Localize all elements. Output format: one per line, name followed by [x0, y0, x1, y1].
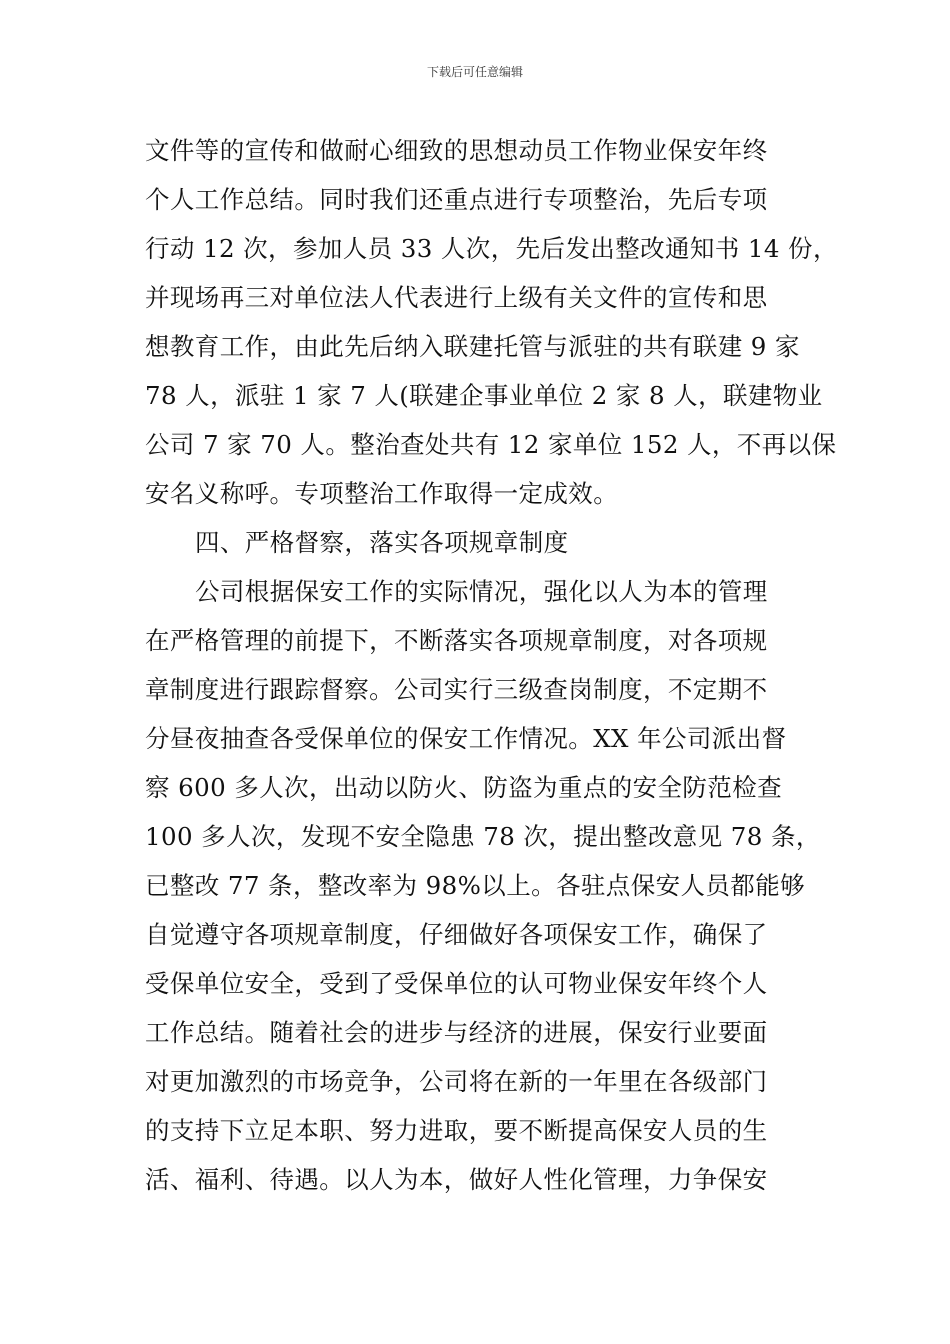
text-line: 行动 12 次，参加人员 33 人次，先后发出整改通知书 14 份，: [145, 234, 838, 263]
section-heading: 四、严格督察，落实各项规章制度: [195, 528, 569, 557]
text-line: 活、福利、待遇。以人为本，做好人性化管理，力争保安: [145, 1165, 768, 1194]
paragraph-first-line: 公司根据保安工作的实际情况，强化以人为本的管理: [195, 577, 768, 606]
text-line: 并现场再三对单位法人代表进行上级有关文件的宣传和思: [145, 283, 768, 312]
text-line: 章制度进行跟踪督察。公司实行三级查岗制度，不定期不: [145, 675, 768, 704]
text-line: 自觉遵守各项规章制度，仔细做好各项保安工作，确保了: [145, 920, 768, 949]
document-body: [145, 126, 838, 1204]
text-line: 分昼夜抽查各受保单位的保安工作情况。XX 年公司派出督: [145, 724, 787, 753]
text-line: 安名义称呼。专项整治工作取得一定成效。: [145, 479, 619, 508]
text-line: 已整改 77 条，整改率为 98%以上。各驻点保安人员都能够: [145, 871, 805, 900]
text-line: 文件等的宣传和做耐心细致的思想动员工作物业保安年终: [145, 136, 768, 165]
text-line: 工作总结。随着社会的进步与经济的进展，保安行业要面: [145, 1018, 768, 1047]
text-line: 受保单位安全，受到了受保单位的认可物业保安年终个人: [145, 969, 768, 998]
text-line: 公司 7 家 70 人。整治查处共有 12 家单位 152 人，不再以保: [145, 430, 837, 459]
text-line: 在严格管理的前提下，不断落实各项规章制度，对各项规: [145, 626, 768, 655]
text-line: 想教育工作，由此先后纳入联建托管与派驻的共有联建 9 家: [145, 332, 800, 361]
page-header: 下载后可任意编辑: [426, 65, 523, 79]
text-line: 的支持下立足本职、努力进取，要不断提高保安人员的生: [145, 1116, 768, 1145]
text-line: 对更加激烈的市场竞争，公司将在新的一年里在各级部门: [145, 1067, 768, 1096]
text-line: 察 600 多人次，出动以防火、防盗为重点的安全防范检查: [145, 773, 783, 802]
text-line: 78 人，派驻 1 家 7 人(联建企事业单位 2 家 8 人，联建物业: [145, 381, 823, 410]
text-line: 个人工作总结。同时我们还重点进行专项整治，先后专项: [145, 185, 768, 214]
text-line: 100 多人次，发现不安全隐患 78 次，提出整改意见 78 条，: [145, 822, 821, 851]
